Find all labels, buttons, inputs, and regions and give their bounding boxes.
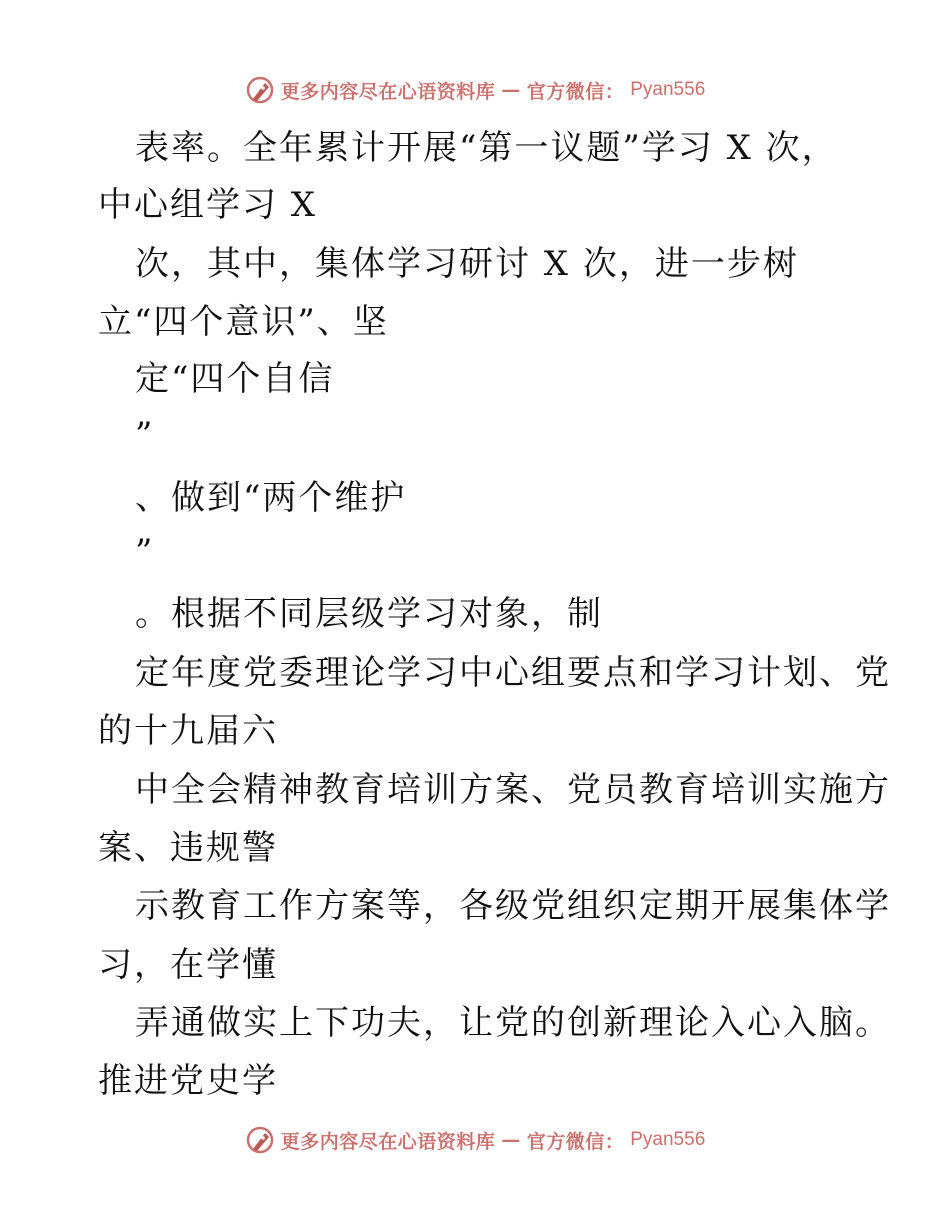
body-line: 表率。全年累计开展“第一议题”学习 X 次， <box>135 128 838 168</box>
watermark-dash: — <box>501 1129 521 1151</box>
body-line: 中心组学习 X <box>98 185 318 225</box>
body-line: 次，其中，集体学习研讨 X 次，进一步树 <box>135 244 799 284</box>
body-line: 中全会精神教育培训方案、党员教育培训实施方 <box>135 770 891 810</box>
body-line: 推进党史学 <box>98 1061 278 1101</box>
watermark-sub-text: 官方微信： <box>526 80 625 103</box>
watermark-account: Pyan556 <box>630 1129 706 1150</box>
body-line: 案、违规警 <box>98 828 278 868</box>
watermark-account: Pyan556 <box>630 79 706 100</box>
header-watermark <box>0 70 950 110</box>
body-line: ” <box>135 415 155 455</box>
fountain-pen-logo-icon <box>245 1125 275 1155</box>
body-line: ” <box>135 532 155 572</box>
body-line: 、做到“两个维护 <box>135 478 407 518</box>
watermark-main-text: 更多内容尽在心语资料库 <box>280 80 496 103</box>
watermark-sub-text: 官方微信： <box>526 1130 625 1153</box>
body-line: 立“四个意识”、坚 <box>98 302 389 342</box>
body-line: 。根据不同层级学习对象，制 <box>135 594 603 634</box>
watermark-dash: — <box>501 79 521 101</box>
body-line: 习，在学懂 <box>98 945 278 985</box>
body-line: 弄通做实上下功夫，让党的创新理论入心入脑。 <box>135 1003 891 1043</box>
body-line: 示教育工作方案等，各级党组织定期开展集体学 <box>135 886 891 926</box>
body-line: 的十九届六 <box>98 711 278 751</box>
footer-watermark <box>0 1120 950 1160</box>
watermark-main-text: 更多内容尽在心语资料库 <box>280 1130 496 1153</box>
body-line: 定年度党委理论学习中心组要点和学习计划、党 <box>135 653 891 693</box>
body-line: 定“四个自信 <box>135 359 335 399</box>
fountain-pen-logo-icon <box>245 75 275 105</box>
